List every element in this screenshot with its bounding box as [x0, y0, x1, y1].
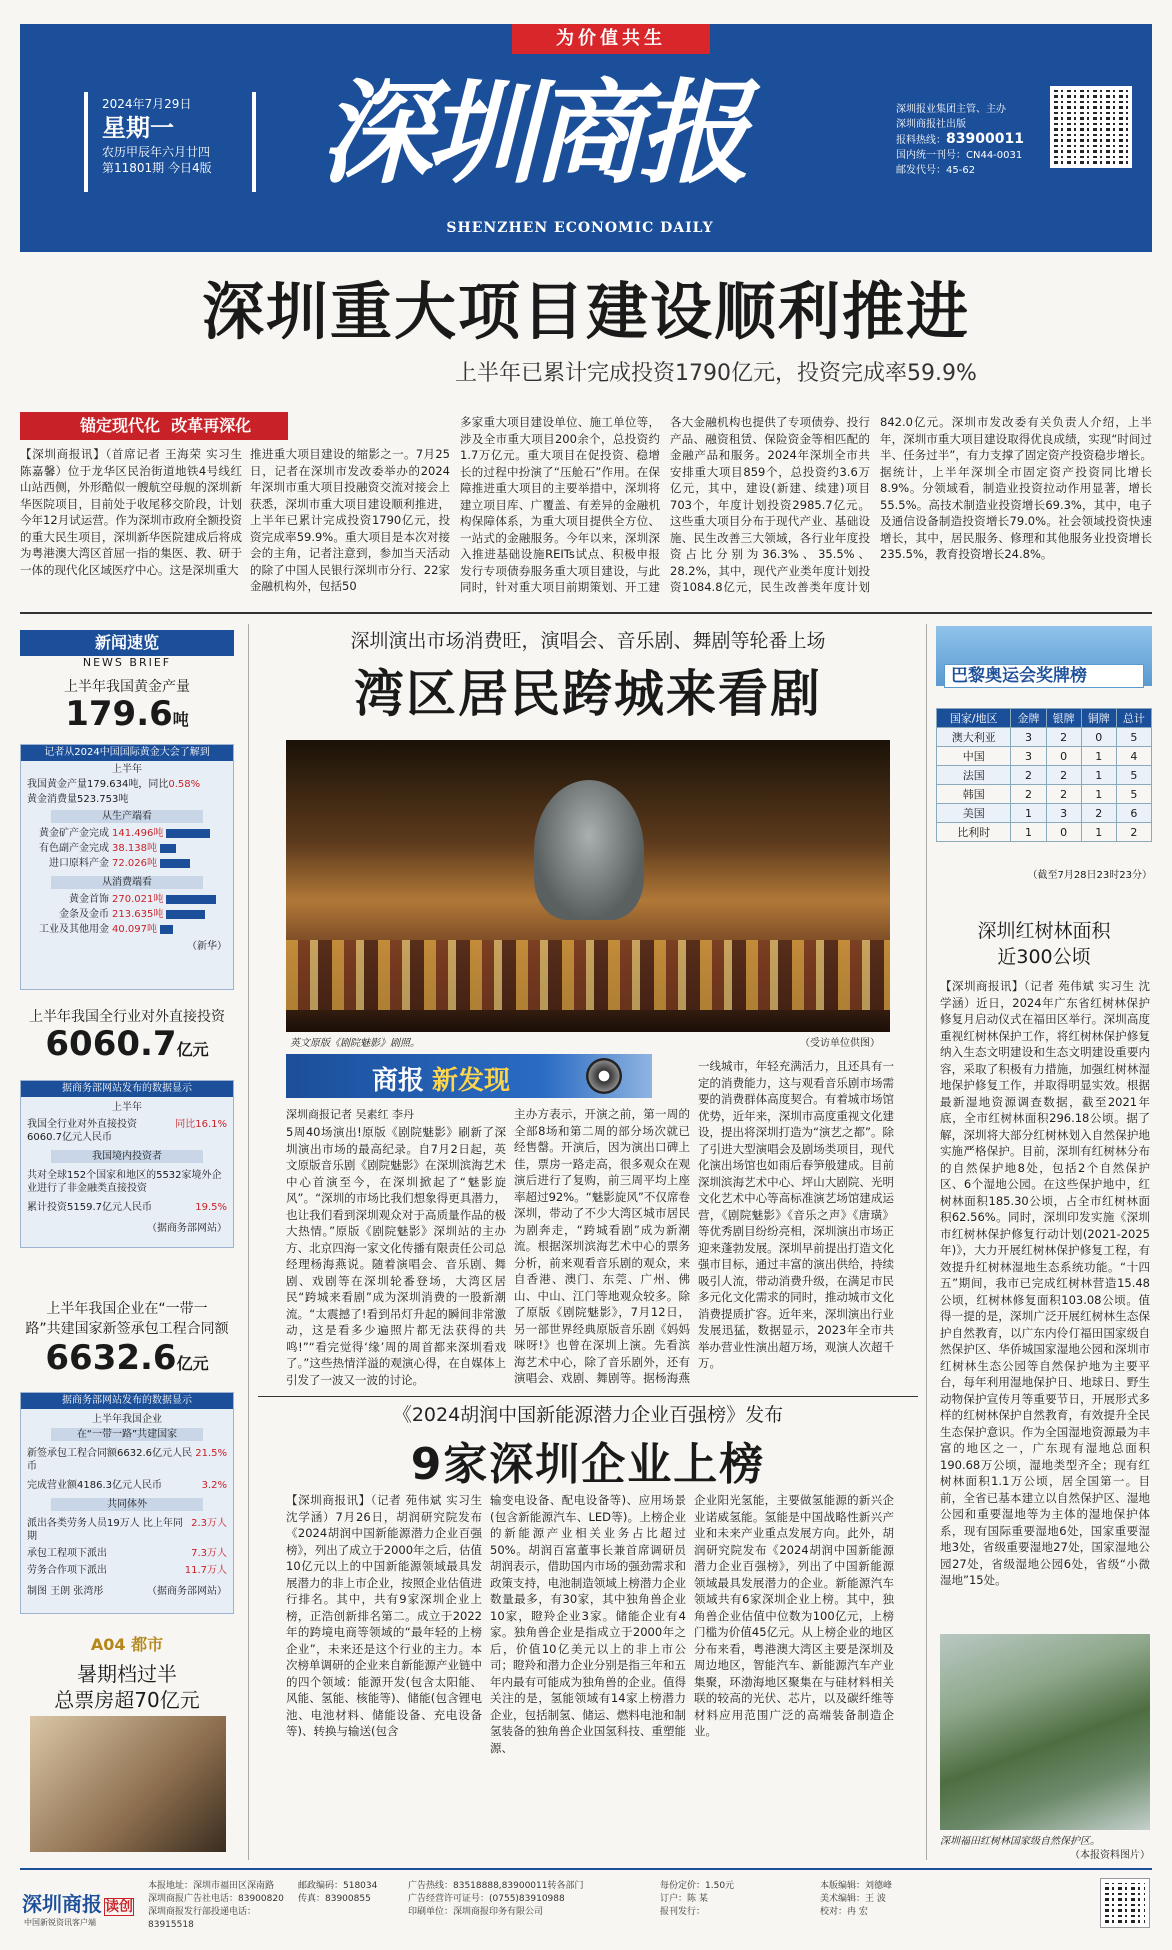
br-row-value: 11.7万人 — [184, 1565, 227, 1576]
stat-bar-label: 有色副产金完成 — [39, 843, 109, 854]
stat-bar-value: 270.021吨 — [112, 894, 164, 905]
hurun-column-1: 【深圳商报讯】（记者 苑伟斌 实习生 沈学涵）7月26日，胡润研究院发布《2024胡润中国新能源潜力企业百强榜》，列出了成立于2000年之后，估值10亿元以上的中国新能源领域最具发展潜力的非上市企业，按照企业估值进行排名。其中，共有9家深圳企业上榜，正浩创新排名第二。成立于2022年的跨境电商等领域的“最年轻的上榜企业”，未来还是这个行业的主力。本次榜单调研的企业来自新能源产业链中的四个领域：能源开发(包含太阳能、风能、氢能、核能等)、储能(包含锂电池、电池材料、储能设备、充电设备等)、转换与输送(包含 — [286, 1493, 482, 1738]
fdi-unit: 亿元 — [176, 1040, 209, 1059]
medal-table-header — [937, 709, 1152, 728]
mangrove-body: 【深圳商报讯】（记者 苑伟斌 实习生 沈学涵）近日，2024年广东省红树林保护修复月启动仪式在福田区举行。深圳高度重视红树林保护工作，将红树林保护修复纳入生态文明建设和生态文明建设重要内容，采取了积极有力措施，加强红树林湿地保护修复工作，并取得明显实效。根据最新湿地资源调查数据，截至2021年底，全市红树林面积296.18公顷。据了解，深圳将大部分红树林划入自然保护地实施严格保护。目前，深圳有红树林分布的自然保护地8处，包括2个自然保护区、6个湿地公园。在这些保护地中，红树林面积185.30公顷，占全市红树林面积62.56%。同时，深圳印发实施《深圳市红树林保护修复行动计划(2021-2025年)》，大力开展红树林保护修复工程，有效提升红树林湿地生态系统功能。“十四五”期间，我市已完成红树林营造15.48公顷，红树林修复面积103.08公顷。值得一提的是，深圳广泛开展红树林生态保护自然教育，以广东内伶仃福田国家级自然保护区、华侨城国家湿地公园和深圳市红树林生态公园等自然保护地为主要平台，每年利用湿地保护日、地球日、野生动物保护宣传月等重要节日，开展形式多样的红树林保护自然教育，有效提升全民生态保护意识。作为全国湿地资源最为丰富的地区之一，广东现有湿地总面积190.68万公顷，湿地类型齐全；现有红树林面积1.1万公顷，居全国第一。目前，全省已基本建立以自然保护区、湿地公园和重要湿地等为主体的湿地保护体系，现有国际重要湿地6处，国家重要湿地3处，省级重要湿地27处，国家湿地公园27处，省级湿地公园6处，省级“小微湿地”15处。 — [940, 979, 1150, 1587]
br-row-label: 完成营业额4186.3亿元人民币 — [27, 1480, 162, 1491]
medal-header-cell: 国家/地区 — [937, 709, 1011, 728]
footer-logo-b: 读创 — [105, 1899, 133, 1915]
lunar-date: 农历甲辰年六月廿四 — [102, 145, 211, 159]
footer-line: 本版编辑：刘德峰 — [820, 1881, 893, 1891]
mangrove-photo-credit: （本报资料图片） — [1070, 1850, 1150, 1861]
stat-bar-label: 黄金矿产金完成 — [39, 828, 109, 839]
br-footer — [21, 1579, 233, 1598]
fdi-value: 6060.7 — [45, 1024, 177, 1064]
footer-line: 广告经营许可证号：(0755)83910988 — [408, 1894, 565, 1904]
gold-prod-list — [21, 827, 233, 870]
postal-code: 邮发代号：45-62 — [896, 165, 976, 176]
gold-row-label: 黄金消费量523.753吨 — [27, 794, 129, 805]
medal-header-cell: 铜牌 — [1081, 709, 1116, 728]
lead-headline: 深圳重大项目建设顺利推进 — [201, 275, 970, 348]
banner-text-b: 新发现 — [432, 1066, 511, 1096]
stat-bar-row — [27, 857, 227, 870]
medal-cell: 0 — [1046, 747, 1081, 766]
feature-byline: 深圳商报记者 吴素红 李丹 — [286, 1108, 414, 1121]
stat-bar — [160, 844, 176, 853]
br-row-value: 3.2% — [201, 1480, 227, 1491]
medal-cell: 1 — [1081, 785, 1116, 804]
mangrove-title-2: 近300公顷 — [997, 946, 1091, 968]
banner-text-a: 商报 — [372, 1066, 425, 1096]
medal-cell: 4 — [1116, 747, 1151, 766]
stat-bar-row — [27, 827, 227, 840]
br-row — [21, 1545, 233, 1562]
a04-title-2[interactable]: 总票房超70亿元 — [54, 1688, 200, 1712]
mangrove-title-1: 深圳红树林面积 — [977, 920, 1111, 942]
footer-line: 广告热线：83518888,83900011转各部门 — [408, 1881, 584, 1891]
masthead — [20, 24, 1152, 252]
discovery-banner — [286, 1054, 652, 1098]
column-divider — [926, 624, 927, 1860]
gold-box-title: 记者从2024中国国际黄金大会了解到 — [21, 745, 233, 761]
medal-header-cell: 银牌 — [1046, 709, 1081, 728]
medal-cell: 5 — [1116, 766, 1151, 785]
footer-tagline: 中国新锐资讯客户端 — [24, 1918, 96, 1927]
br-row-label: 派出各类劳务人员19万人 比上年同期 — [27, 1518, 183, 1542]
a04-section: 都市 — [131, 1635, 164, 1654]
publisher-info — [896, 102, 1046, 178]
gold-half: 上半年 — [112, 764, 142, 775]
mangrove-photo — [940, 1634, 1150, 1830]
lead-column-2: 推进重大项目建设的缩影之一。7月25日，记者在深圳市发改委举办的2024年深圳市重大项目投融资交流对接会上获悉，深圳市重大项目建设顺利推进，上半年已累计完成投资1790亿元，投资完成率59.9%。重大项目是本次对接会的主角，记者注意到，参加当天活动的除了中国人民银行深圳市分行、22家金融机构外，包括50 — [250, 447, 450, 593]
medal-cell: 2 — [1011, 766, 1046, 785]
footer-line: 深圳商报发行部投递电话：83915518 — [148, 1907, 257, 1930]
gold-source: （新华） — [187, 941, 227, 952]
stat-bar-value: 72.026吨 — [112, 858, 157, 869]
medal-header-cell: 总计 — [1116, 709, 1151, 728]
fdi-row-label: 我国全行业对外直接投资6060.7亿元人民币 — [27, 1119, 137, 1143]
fdi-box-title: 据商务部网站发布的数据显示 — [21, 1081, 233, 1097]
medal-cell: 6 — [1116, 804, 1151, 823]
medal-cell: 中国 — [937, 747, 1011, 766]
footer-contact-block — [298, 1880, 398, 1906]
gold-infobox — [20, 744, 234, 990]
stat-bar — [166, 829, 209, 838]
footer-line: 每份定价：1.50元 — [660, 1881, 735, 1891]
cn-code: 国内统一刊号：CN44-0031 — [896, 150, 1023, 161]
br-value-block — [20, 1338, 234, 1378]
stat-bar-label: 金条及金币 — [59, 909, 109, 920]
medal-cell: 2 — [1046, 785, 1081, 804]
news-brief-en: NEWS BRIEF — [82, 656, 172, 669]
footer-line: 传真：83900855 — [298, 1894, 371, 1904]
footer-ad-block — [408, 1880, 648, 1919]
medal-cell: 1 — [1081, 747, 1116, 766]
mangrove-photo-caption: 深圳福田红树林国家级自然保护区。 — [940, 1836, 1100, 1847]
feature-column-2: 主办方表示，开演之前，第一周的全部8场和第二周的部分场次就已经售罄。开演后，因为演出口碑上佳，票房一路走高，很多观众在观演后进行了复购，前三周平均上座率超过92%。“魅影旋风”不仅席卷深圳，带动了不少大湾区城市居民为剧奔走，“跨城看剧”成为新潮流。根据深圳滨海艺术中心的票务分析，前来观看音乐剧的观众，来自香港、澳门、东莞、广州、佛山、中山、江门等地观众较多。除了原版《剧院魅影》，7月12日，另一部世界经典原版音乐剧《妈妈咪呀!》也曾在深圳上演。先看滨海艺术中心，除了音乐剧外，还有演唱会、戏剧、舞剧等。据杨海燕 — [514, 1107, 690, 1385]
br-row-value: 21.5% — [195, 1448, 227, 1459]
issue-number: 第11801期 今日4版 — [102, 161, 212, 175]
stat-bar — [166, 895, 215, 904]
medal-cell: 2 — [1116, 823, 1151, 842]
br-row-label: 承包工程项下派出 — [27, 1548, 107, 1559]
slogan-banner: 为价值共生 — [512, 24, 710, 54]
stat-bar-label: 进口原料产金 — [49, 858, 109, 869]
footer-line: 报刊发行： — [660, 1907, 706, 1917]
br-row — [21, 1562, 233, 1579]
fdi-row — [21, 1114, 233, 1148]
news-brief-title: 新闻速览 — [20, 630, 234, 656]
gold-row-label: 我国黄金产量179.634吨，同比 — [27, 779, 169, 790]
footer-line: 订户：陈 某 — [660, 1894, 708, 1904]
medal-cell: 2 — [1046, 728, 1081, 747]
br-sub-header: 在“一带一路”共建国家 — [51, 1428, 203, 1441]
issue-date: 2024年7月29日 — [102, 97, 192, 111]
br-headline-2: 路”共建国家新签承包工程合同额 — [25, 1321, 229, 1337]
medal-cell: 1 — [1011, 804, 1046, 823]
br-row-value: 2.3万人 — [191, 1518, 227, 1529]
footer — [20, 1868, 1152, 1932]
gold-headline: 上半年我国黄金产量 — [64, 679, 190, 695]
medal-note: （截至7月28日23时23分） — [1027, 870, 1152, 881]
stat-bar-label: 工业及其他用金 — [39, 924, 109, 935]
br-source: （据商务部网站） — [147, 1586, 227, 1597]
medal-table — [936, 708, 1152, 842]
br-value: 6632.6 — [45, 1338, 177, 1378]
br-row-value: 7.3万人 — [191, 1548, 227, 1559]
date-box — [84, 92, 256, 192]
medal-cell: 2 — [1011, 785, 1046, 804]
medal-cell: 2 — [1046, 766, 1081, 785]
medal-row — [937, 747, 1152, 766]
footer-line: 邮政编码：518034 — [298, 1881, 378, 1891]
stat-bar-row — [27, 923, 227, 936]
feature-photo — [286, 740, 890, 1032]
a04-page: A04 — [90, 1635, 126, 1654]
gold-sub-header: 从生产端看 — [51, 810, 203, 823]
medal-row — [937, 804, 1152, 823]
footer-line: 印刷单位：深圳商报印务有限公司 — [408, 1907, 544, 1917]
br-row — [21, 1443, 233, 1477]
fdi-headline: 上半年我国全行业对外直接投资 — [29, 1009, 225, 1025]
topic-tag-2: 改革再深化 — [171, 416, 252, 435]
medal-cell: 韩国 — [937, 785, 1011, 804]
a04-photo — [30, 1716, 226, 1852]
footer-qr-code-icon[interactable] — [1100, 1878, 1150, 1928]
br-half: 上半年我国企业 — [92, 1414, 162, 1425]
photo-caption: 英文原版《剧院魅影》剧照。 — [290, 1038, 420, 1049]
medal-cell: 5 — [1116, 785, 1151, 804]
publisher-line: 深圳报业集团主管、主办 — [896, 104, 1006, 115]
camera-lens-icon — [586, 1058, 622, 1094]
stat-bar — [160, 859, 190, 868]
medal-cell: 0 — [1046, 823, 1081, 842]
footer-address-block — [148, 1880, 288, 1932]
paper-name-en: SHENZHEN ECONOMIC DAILY — [446, 220, 714, 236]
hurun-title: 9家深圳企业上榜 — [410, 1439, 766, 1490]
gold-value-block — [20, 694, 234, 734]
paper-logo: 深圳商报 — [320, 68, 744, 199]
br-row — [21, 1515, 233, 1545]
gold-value: 179.6 — [65, 694, 173, 734]
section-divider — [20, 612, 1152, 614]
dancers — [286, 940, 890, 1010]
publisher-line: 深圳商报社出版 — [896, 119, 966, 130]
footer-line: 美术编辑：王 波 — [820, 1894, 886, 1904]
weekday: 星期一 — [102, 114, 174, 142]
br-row-label: 新签承包工程合同额6632.6亿元人民币 — [27, 1448, 192, 1472]
fdi-row — [21, 1199, 233, 1216]
stat-bar-row — [27, 908, 227, 921]
fdi-sub-header: 我国境内投资者 — [51, 1150, 203, 1163]
gold-unit: 吨 — [172, 710, 189, 729]
feature-sub: 深圳演出市场消费旺，演唱会、音乐剧、舞剧等轮番上场 — [350, 630, 826, 652]
br-credits: 制图 王朗 张湾彤 — [27, 1586, 104, 1597]
stat-bar — [166, 910, 205, 919]
fdi-value-block — [20, 1024, 234, 1064]
gold-row — [21, 793, 233, 806]
fdi-row-text: 共对全球152个国家和地区的5532家境外企业进行了非金融类直接投资 — [27, 1170, 222, 1194]
medal-cell: 1 — [1011, 823, 1046, 842]
section-divider — [258, 1396, 918, 1397]
medal-row — [937, 823, 1152, 842]
medal-cell: 澳大利亚 — [937, 728, 1011, 747]
hotline — [896, 132, 1046, 148]
stat-bar-value: 141.496吨 — [112, 828, 164, 839]
footer-line: 深圳商报广告社电话：83900820 — [148, 1894, 284, 1904]
fdi-infobox — [20, 1080, 234, 1248]
medal-cell: 2 — [1081, 804, 1116, 823]
photo-credit: （受访单位供图） — [800, 1038, 880, 1049]
gold-row — [21, 776, 233, 793]
fdi-row-label: 累计投资5159.7亿元人民币 — [27, 1202, 152, 1213]
br-unit: 亿元 — [176, 1354, 209, 1373]
medal-table-body — [937, 728, 1152, 842]
footer-line: 本报地址：深圳市福田区深南路 — [148, 1881, 275, 1891]
fdi-row-value: 同比16.1% — [175, 1119, 227, 1130]
footer-logo — [22, 1888, 134, 1917]
hurun-sub: 《2024胡润中国新能源潜力企业百强榜》发布 — [392, 1404, 784, 1426]
footer-price-block — [660, 1880, 810, 1919]
stat-bar-value: 38.138吨 — [112, 843, 157, 854]
medal-cell: 美国 — [937, 804, 1011, 823]
medal-cell: 1 — [1081, 823, 1116, 842]
footer-logo-a: 深圳商报 — [22, 1892, 102, 1916]
medal-header-cell: 金牌 — [1011, 709, 1046, 728]
a04-title-1[interactable]: 暑期档过半 — [77, 1662, 177, 1686]
gold-row-value: 0.58% — [168, 779, 201, 790]
stat-bar-value: 40.097吨 — [112, 924, 157, 935]
hurun-column-2: 输变电设备、配电设备等)、应用场景(包含新能源汽车、LED等)。上榜企业的新能源产业相关业务占比超过50%。胡润百富董事长兼首席调研员胡润表示，借助国内市场的强劲需求和政策支持，电池制造领域上榜潜力企业数量最多，有30家，其中独角兽企业10家，瞪羚企业3家。储能企业有4家。独角兽企业是指成立于2000年之后，价值10亿美元以上的非上市公司；瞪羚和潜力企业分别是指三年和五年内最有可能成为独角兽的企业。值得关注的是，氢能领域有14家上榜潜力企业，包括制氢、储运、燃料电池和制氢装备的独角兽企业国氢科技、重塑能源、 — [490, 1493, 686, 1755]
stat-bar-value: 213.635吨 — [112, 909, 164, 920]
gold-sub-header: 从消费端看 — [51, 876, 203, 889]
topic-tag-1: 锚定现代化 — [80, 416, 161, 435]
medal-cell: 1 — [1081, 766, 1116, 785]
medal-cell: 5 — [1116, 728, 1151, 747]
medal-cell: 0 — [1081, 728, 1116, 747]
lead-column-5: 842.0亿元。深圳市发改委有关负责人介绍，上半年，深圳市重大项目建设取得优良成绩，实现“时间过半、任务过半”，有力支撑了固定资产投资稳步增长。据统计，上半年深圳全市固定资产投资同比增长8.9%。分领域看，制造业投资拉动作用显著，增长55.5%。高技术制造业投资增长69.3%，其中，电子及通信设备制造投资增长79.0%。社会领域投资快速增长，其中，居民服务、修理和其他服务业投资增长235.5%，教育投资增长24.8%。 — [880, 415, 1152, 561]
medal-row — [937, 728, 1152, 747]
lead-column-3: 多家重大项目建设单位、施工单位等，涉及全市重大项目200余个，总投资约1.7万亿元。重大项目在促投资、稳增长的过程中扮演了“压舱石”作用。在保障推进重大项目的主要举措中，深圳将建立项目库、广覆盖、有差异的金融机构保障体系，为重大项目提供全方位、一站式的金融服务。今年以来，深圳深入推进基础设施REITs试点、积极申报发行专项债券服务重大项目建设，与此同时，针对重大项目前期策划、开工建 — [460, 415, 660, 594]
lead-column-1: 【深圳商报讯】（首席记者 王海荣 实习生 陈嘉馨）位于龙华区民治街道地铁4号线红山站西侧，外形酷似一艘航空母舰的深圳新华医院项目，目前处于收尾移交阶段，计划今年12月试运营。作为深圳市政府全额投资的重大民生项目，深圳新华医院建成后将成为粤港澳大湾区首屈一指的集医、教、研于一体的现代化区域医疗中心。这是深圳重大 — [20, 447, 242, 577]
hotline-number: 83900011 — [946, 131, 1024, 147]
gold-cons-list — [21, 893, 233, 936]
medal-cell: 比利时 — [937, 823, 1011, 842]
br-box-title: 据商务部网站发布的数据显示 — [21, 1393, 233, 1409]
medal-cell: 3 — [1011, 728, 1046, 747]
lead-column-4: 各大金融机构也提供了专项债券、投行产品、融资租赁、保险资金等相匹配的金融产品和服务。2024年深圳全市共安排重大项目859个，总投资约3.6万亿元，其中，建设(新建、续建)项目703个，年度计划投资2985.7亿元。这些重大项目分布于现代产业、基础设施、民生改善三大领域，各行业年度投资占比分别为36.3%、35.5%、28.2%，其中，现代产业类年度计划投资1084.8亿元，民生改善类年度计划 — [670, 415, 870, 594]
br-row-label: 劳务合作项下派出 — [27, 1565, 107, 1576]
stat-bar-label: 黄金首饰 — [69, 894, 109, 905]
stat-bar-row — [27, 842, 227, 855]
feature-column-3: 一线城市，年轻充满活力，且还具有一定的消费能力，这与观看音乐剧市场需要的消费群体高度契合。有着城市场馆优势，近年来，深圳市高度重视文化建设，提出将深圳打造为“演艺之都”。除了引进大型演唱会及剧场类项目，现代化演出场馆也如雨后春笋般建成。目前深圳滨海艺术中心、坪山大剧院、光明文化艺术中心等高标准演艺场馆建成运营，《剧院魅影》《音乐之声》《唐璜》等优秀剧目纷纷亮相，深圳演出市场正迎来蓬勃发展。深圳早前提出打造文化强市目标，通过丰富的演出供给，持续吸引人流，带动消费升级，在满足市民多元化文化需求的同时，推动城市文化消费提质扩容。近年来，深圳演出行业发展迅猛，数据显示，2023年全市共举办营业性演出超万场，观演人次超千万。 — [698, 1059, 894, 1370]
br-sub-header: 共同体外 — [51, 1498, 203, 1511]
stat-bar — [160, 925, 173, 934]
a04-tag[interactable] — [20, 1632, 234, 1655]
medal-title: 巴黎奥运会奖牌榜 — [944, 664, 1144, 688]
medal-row — [937, 766, 1152, 785]
br-infobox — [20, 1392, 234, 1614]
footer-editors-block — [820, 1880, 1020, 1919]
br-headline-1: 上半年我国企业在“一带一 — [46, 1301, 208, 1317]
hurun-column-3: 企业阳光氢能，主要做氢能源的新兴企业诺威氢能。氢能是中国战略性新兴产业和未来产业重点发展方向。此外，胡润研究院发布《2024胡润中国新能源潜力企业百强榜》，列出了中国新能源领域最具发展潜力的企业。新能源汽车领域共有6家深圳企业上榜。其中，独角兽企业估值中位数为100亿元，上榜门槛为价值45亿元。从上榜企业的地区分布来看，粤港澳大湾区主要是深圳及周边地区，智能汽车、新能源汽车产业集聚，环渤海地区聚集在与硅材料相关联的较高的光伏、芯片，以及碳纤维等材料应用范围广泛的高端装备制造企业。 — [694, 1493, 894, 1738]
br-row — [21, 1477, 233, 1494]
qr-code-icon[interactable] — [1050, 86, 1132, 168]
feature-title: 湾区居民跨城来看剧 — [354, 665, 822, 723]
lead-subhead: 上半年已累计完成投资1790亿元，投资完成率59.9% — [455, 361, 977, 386]
stat-bar-row — [27, 893, 227, 906]
feature-column-1: 5周40场演出!原版《剧院魅影》刷新了深圳演出市场的最高纪录。自7月2日起，英文原版音乐剧《剧院魅影》在深圳滨海艺术中心首演至今，在深圳掀起了“魅影旋风”。“深圳的市场比我们想象得更具潜力，也让我们看到深圳观众对于高质量作品的极大热情。”原版《剧院魅影》深圳站的主办方、北京四海一家文化传播有限责任公司总经理杨海燕说。随着演唱会、音乐剧、舞剧、戏剧等在深圳轮番登场，大湾区居民“跨城来看剧”成为深圳消费的一股新潮流。“太震撼了!看到吊灯升起的瞬间非常激动，这是看多少遍照片都无法获得的共鸣!”“看完觉得‘缘’周的周首都来深圳看戏了。”这些热情洋溢的观演心得，在自媒体上引发了一波又一波的讨论。 — [286, 1125, 506, 1386]
medal-row — [937, 785, 1152, 804]
elephant-prop — [534, 780, 644, 920]
medal-cell: 3 — [1011, 747, 1046, 766]
medal-cell: 3 — [1046, 804, 1081, 823]
hotline-label: 报料热线： — [896, 135, 946, 146]
column-divider — [248, 624, 249, 1860]
topic-tag — [20, 412, 288, 440]
medal-cell: 法国 — [937, 766, 1011, 785]
fdi-source: （据商务部网站） — [147, 1223, 227, 1234]
fdi-half: 上半年 — [112, 1102, 142, 1113]
footer-line: 校对：冉 宏 — [820, 1907, 868, 1917]
fdi-row-value: 19.5% — [195, 1202, 227, 1213]
